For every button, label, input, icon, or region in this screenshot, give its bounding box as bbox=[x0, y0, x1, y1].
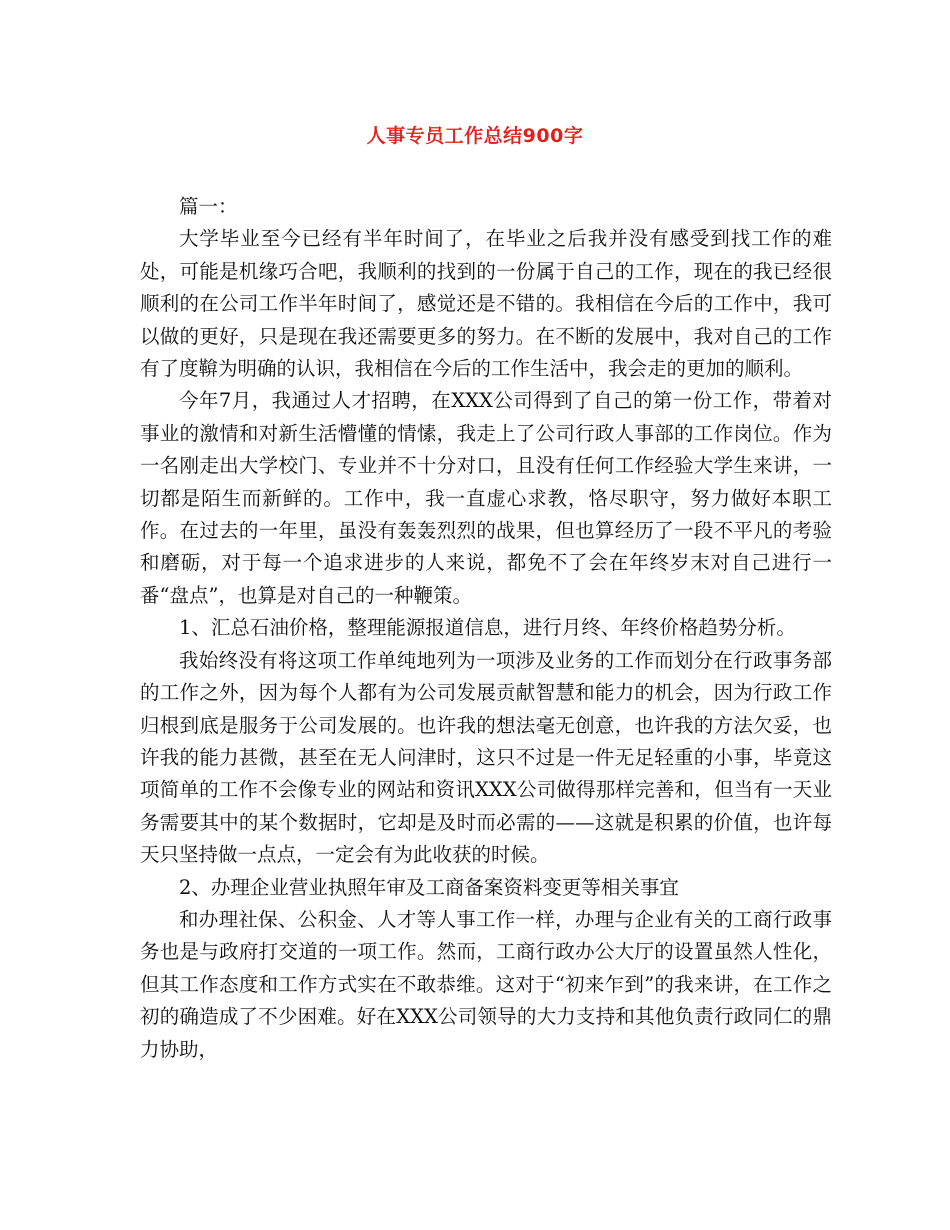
paragraph: 和办理社保、公积金、人才等人事工作一样，办理与企业有关的工商行政事务也是与政府打交道的一项工作。然而，工商行政办公大厅的设置虽然人性化，但其工作态度和工作方式实在不敢恭维。这对于“初来乍到”的我来讲，在工作之初的确造成了不少困难。好在XXX公司领导的大力支持和其他负责行政同仁的鼎力协助， bbox=[140, 907, 832, 1061]
list-heading: 2、办理企业营业执照年审及工商备案资料变更等相关事宜 bbox=[179, 875, 679, 899]
paragraph: 我始终没有将这项工作单纯地列为一项涉及业务的工作而划分在行政事务部的工作之外，因为每个人都有为公司发展贡献智慧和能力的机会，因为行政工作归根到底是服务于公司发展的。也许我的想法毫无创意，也许我的方法欠妥，也许我的能力甚微，甚至在无人问津时，这只不过是一件无足轻重的小事，毕竟这项简单的工作不会像专业的网站和资讯XXX公司做得那样完善和，但当有一天业务需要其中的某个数据时，它却是及时而必需的——这就是积累的价值，也许每天只坚持做一点点，一定会有为此收获的时候。 bbox=[140, 648, 832, 867]
document-body bbox=[140, 191, 832, 1066]
list-heading: 1、汇总石油价格，整理能源报道信息，进行月终、年终价格趋势分析。 bbox=[179, 616, 796, 640]
section-heading: 篇一： bbox=[179, 195, 238, 218]
paragraph: 大学毕业至今已经有半年时间了，在毕业之后我并没有感受到找工作的难处，可能是机缘巧合吧，我顺利的找到的一份属于自己的工作，现在的我已经很顺利的在公司工作半年时间了，感觉还是不错的。我相信在今后的工作中，我可以做的更好，只是现在我还需要更多的努力。在不断的发展中，我对自己的工作有了度鞥为明确的认识，我相信在今后的工作生活中，我会走的更加的顺利。 bbox=[140, 227, 832, 381]
paragraph: 今年7月，我通过人才招聘，在XXX公司得到了自己的第一份工作，带着对事业的激情和对新生活懵懂的情愫，我走上了公司行政人事部的工作岗位。作为一名刚走出大学校门、专业并不十分对口，且没有任何工作经验大学生来讲，一切都是陌生而新鲜的。工作中，我一直虚心求教，恪尽职守，努力做好本职工作。在过去的一年里，虽没有轰轰烈烈的战果，但也算经历了一段不平凡的考验和磨砺，对于每一个追求进步的人来说，都免不了会在年终岁末对自己进行一番“盘点”，也算是对自己的一种鞭策。 bbox=[140, 389, 832, 607]
document-title: 人事专员工作总结900字 bbox=[366, 125, 584, 147]
